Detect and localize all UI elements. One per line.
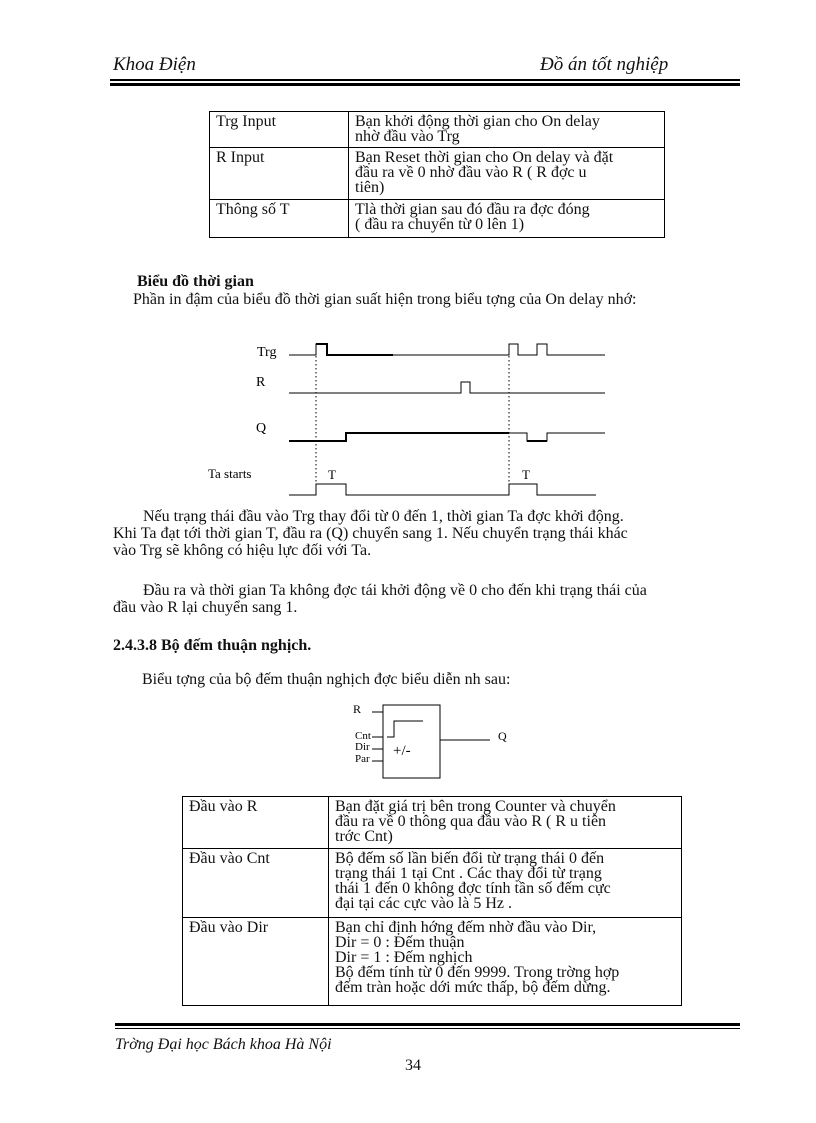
footer-rule-thin xyxy=(115,1028,740,1029)
table-cell-label: Trg Input xyxy=(210,112,349,148)
timing-title: Biểu đồ thời gian xyxy=(137,273,254,290)
desc-line: Dir = 1 : Đếm nghịch xyxy=(335,949,473,966)
desc-line: Bạn đặt giá trị bên trong Counter và chuyển xyxy=(335,798,616,815)
desc-line: đếm tràn hoặc dới mức thấp, bộ đếm dừng. xyxy=(335,979,611,996)
desc-line: Bạn chỉ định hớng đếm nhờ đầu vào Dir, xyxy=(335,919,597,936)
table-cell-label: R Input xyxy=(210,148,349,200)
desc-line: trạng thái 1 tại Cnt . Các thay đổi từ trạng xyxy=(335,865,602,882)
signal-label-q: Q xyxy=(256,421,267,436)
t-label-1: T xyxy=(328,467,336,482)
input-label-par: Par xyxy=(355,753,370,765)
desc-line: Bộ đếm số lần biến đổi từ trạng thái 0 đến xyxy=(335,850,605,867)
timing-intro: Phần in đậm của biểu đồ thời gian suất hiện trong biểu tợng của On delay nhớ: xyxy=(133,291,637,308)
signal-label-ta: Ta starts xyxy=(208,466,252,481)
header-left: Khoa Điện xyxy=(113,54,196,75)
table-row xyxy=(183,918,682,1006)
desc-line: ( đầu ra chuyển từ 0 lên 1) xyxy=(355,216,525,233)
table-cell-desc xyxy=(329,918,682,1006)
desc-line: đầu ra về 0 nhờ đầu vào R ( R đợc u xyxy=(355,164,587,181)
counter-sign: +/- xyxy=(393,743,411,759)
desc-line: nhờ đầu vào Trg xyxy=(355,128,460,145)
para-line: vào Trg sẽ không có hiệu lực đối với Ta. xyxy=(113,542,372,559)
desc-line: tiên) xyxy=(355,179,385,196)
edge-symbol xyxy=(387,721,423,737)
page-number: 34 xyxy=(405,1057,421,1074)
para-line: đầu vào R lại chuyển sang 1. xyxy=(113,599,298,616)
desc-line: đại tại các cực vào là 5 Hz . xyxy=(335,895,513,912)
signal-label-trg: Trg xyxy=(257,345,277,360)
counter-table xyxy=(182,796,682,1006)
table-cell-label: Đầu vào Cnt xyxy=(183,849,329,918)
input-label-cnt: Cnt xyxy=(355,730,371,742)
t-label-2: T xyxy=(522,467,530,482)
table-row xyxy=(183,797,682,849)
desc-line: đầu ra về 0 thông qua đầu vào R ( R u tiên xyxy=(335,813,607,830)
input-label-r: R xyxy=(353,702,362,716)
output-label-q: Q xyxy=(498,729,507,743)
para-line: Khi Ta đạt tới thời gian T, đầu ra (Q) chuyển sang 1. Nếu chuyển trạng thái khác xyxy=(113,525,628,542)
section-heading: 2.4.3.8 Bộ đếm thuận nghịch. xyxy=(113,637,312,654)
table-cell-label: Đầu vào R xyxy=(183,797,329,849)
footer-school: Trờng Đại học Bách khoa Hà Nội xyxy=(115,1036,332,1053)
counter-intro: Biểu tợng của bộ đếm thuận nghịch đợc biểu diễn nh sau: xyxy=(142,671,511,688)
desc-line: Tlà thời gian sau đó đầu ra đợc đóng xyxy=(355,201,590,218)
desc-line: trớc Cnt) xyxy=(335,828,393,845)
desc-line: thái 1 đến 0 không đợc tính tần số đếm cực xyxy=(335,880,611,897)
desc-line: Bộ đếm tính từ 0 đến 9999. Trong trờng hợp xyxy=(335,964,620,981)
input-lines xyxy=(372,712,383,761)
desc-line: Bạn Reset thời gian cho On delay và đặt xyxy=(355,149,614,166)
para-line: Đầu ra và thời gian Ta không đợc tái khởi động về 0 cho đến khi trạng thái của xyxy=(143,582,647,599)
header-right: Đồ án tốt nghiệp xyxy=(540,54,669,75)
table-cell-label: Đầu vào Dir xyxy=(183,918,329,1006)
counter-box xyxy=(383,705,440,778)
table-cell-desc xyxy=(329,849,682,918)
desc-line: Dir = 0 : Đếm thuận xyxy=(335,934,465,951)
table-row xyxy=(183,849,682,918)
table-cell-desc xyxy=(329,797,682,849)
footer-rule-thick xyxy=(115,1023,740,1026)
input-label-dir: Dir xyxy=(355,741,370,753)
table-cell-label: Thông số T xyxy=(210,200,349,238)
signal-label-r: R xyxy=(256,375,266,390)
desc-line: Bạn khởi động thời gian cho On delay xyxy=(355,113,600,130)
para-line: Nếu trạng thái đầu vào Trg thay đổi từ 0 đến 1, thời gian Ta đợc khởi động. xyxy=(143,508,624,525)
